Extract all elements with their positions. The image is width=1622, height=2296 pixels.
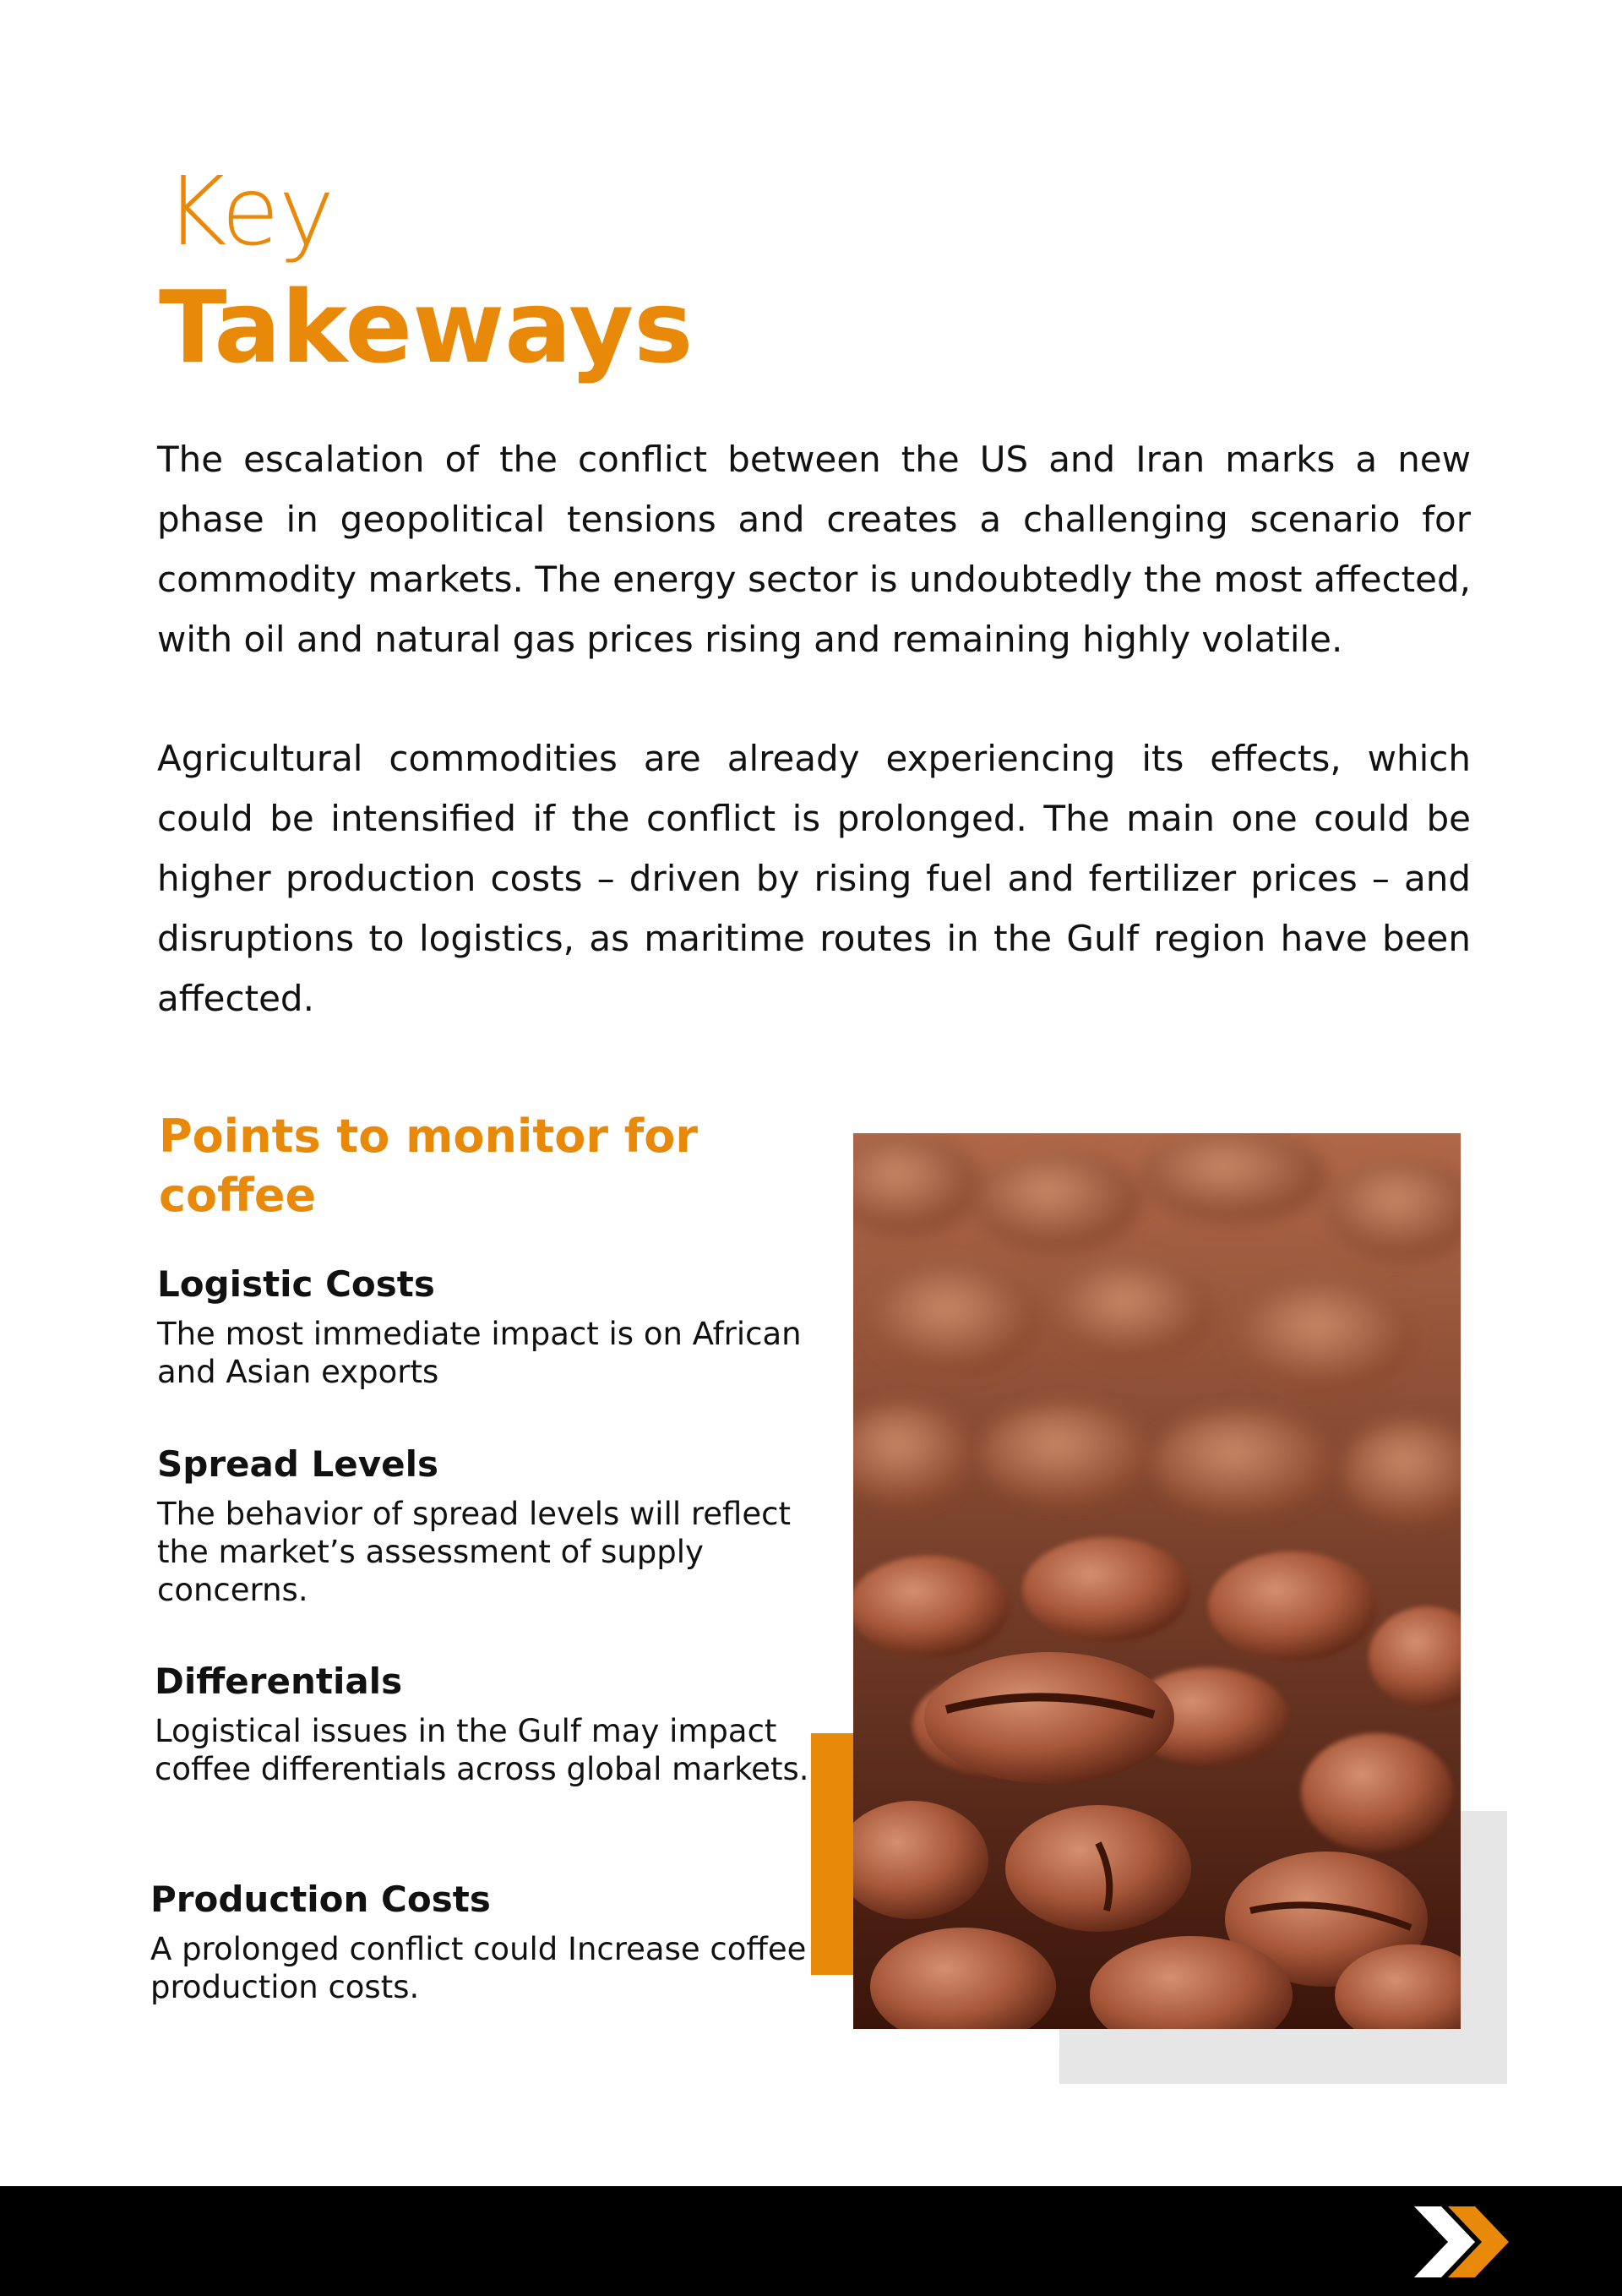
intro-paragraph-1: The escalation of the conflict between the US and Iran marks a new phase in geopolitical tensions and creates a challenging scenario for commodity markets. The energy sector is undoubtedly the most affected, with oil and natural gas prices rising and remaining highly volatile. <box>157 439 1471 660</box>
coffee-beans-photo <box>853 1133 1461 2029</box>
chevron-right-icon <box>1411 2200 1512 2284</box>
point-production-costs <box>150 1876 809 2006</box>
title-key: Key <box>165 157 335 267</box>
point-differentials <box>155 1658 814 1788</box>
point-logistic-costs <box>157 1261 816 1391</box>
point-heading: Logistic Costs <box>157 1263 435 1305</box>
point-heading: Production Costs <box>150 1879 491 1920</box>
intro-paragraph-2: Agricultural commodities are already experiencing its effects, which could be intensified if the conflict is prolonged. The main one could be higher production costs – driven by rising fuel and fertilizer prices – and disruptions to logistics, as maritime routes in the Gulf region have been affected. <box>157 738 1471 1019</box>
point-heading: Spread Levels <box>157 1443 439 1485</box>
point-text: A prolonged conflict could Increase coffee production costs. <box>150 1931 807 2005</box>
point-text: Logistical issues in the Gulf may impact coffee differentials across global markets. <box>155 1713 809 1787</box>
footer-bar <box>0 2186 1622 2296</box>
decorative-orange-bar <box>811 1733 855 1975</box>
point-heading: Differentials <box>155 1661 403 1702</box>
title-takeaways: Takeways <box>159 269 694 385</box>
point-text: The behavior of spread levels will reflect the market’s assessment of supply concerns. <box>157 1496 791 1608</box>
section-title: Points to monitor for coffee <box>159 1110 698 1222</box>
point-text: The most immediate impact is on African and Asian exports <box>157 1316 802 1390</box>
point-spread-levels <box>157 1441 816 1609</box>
